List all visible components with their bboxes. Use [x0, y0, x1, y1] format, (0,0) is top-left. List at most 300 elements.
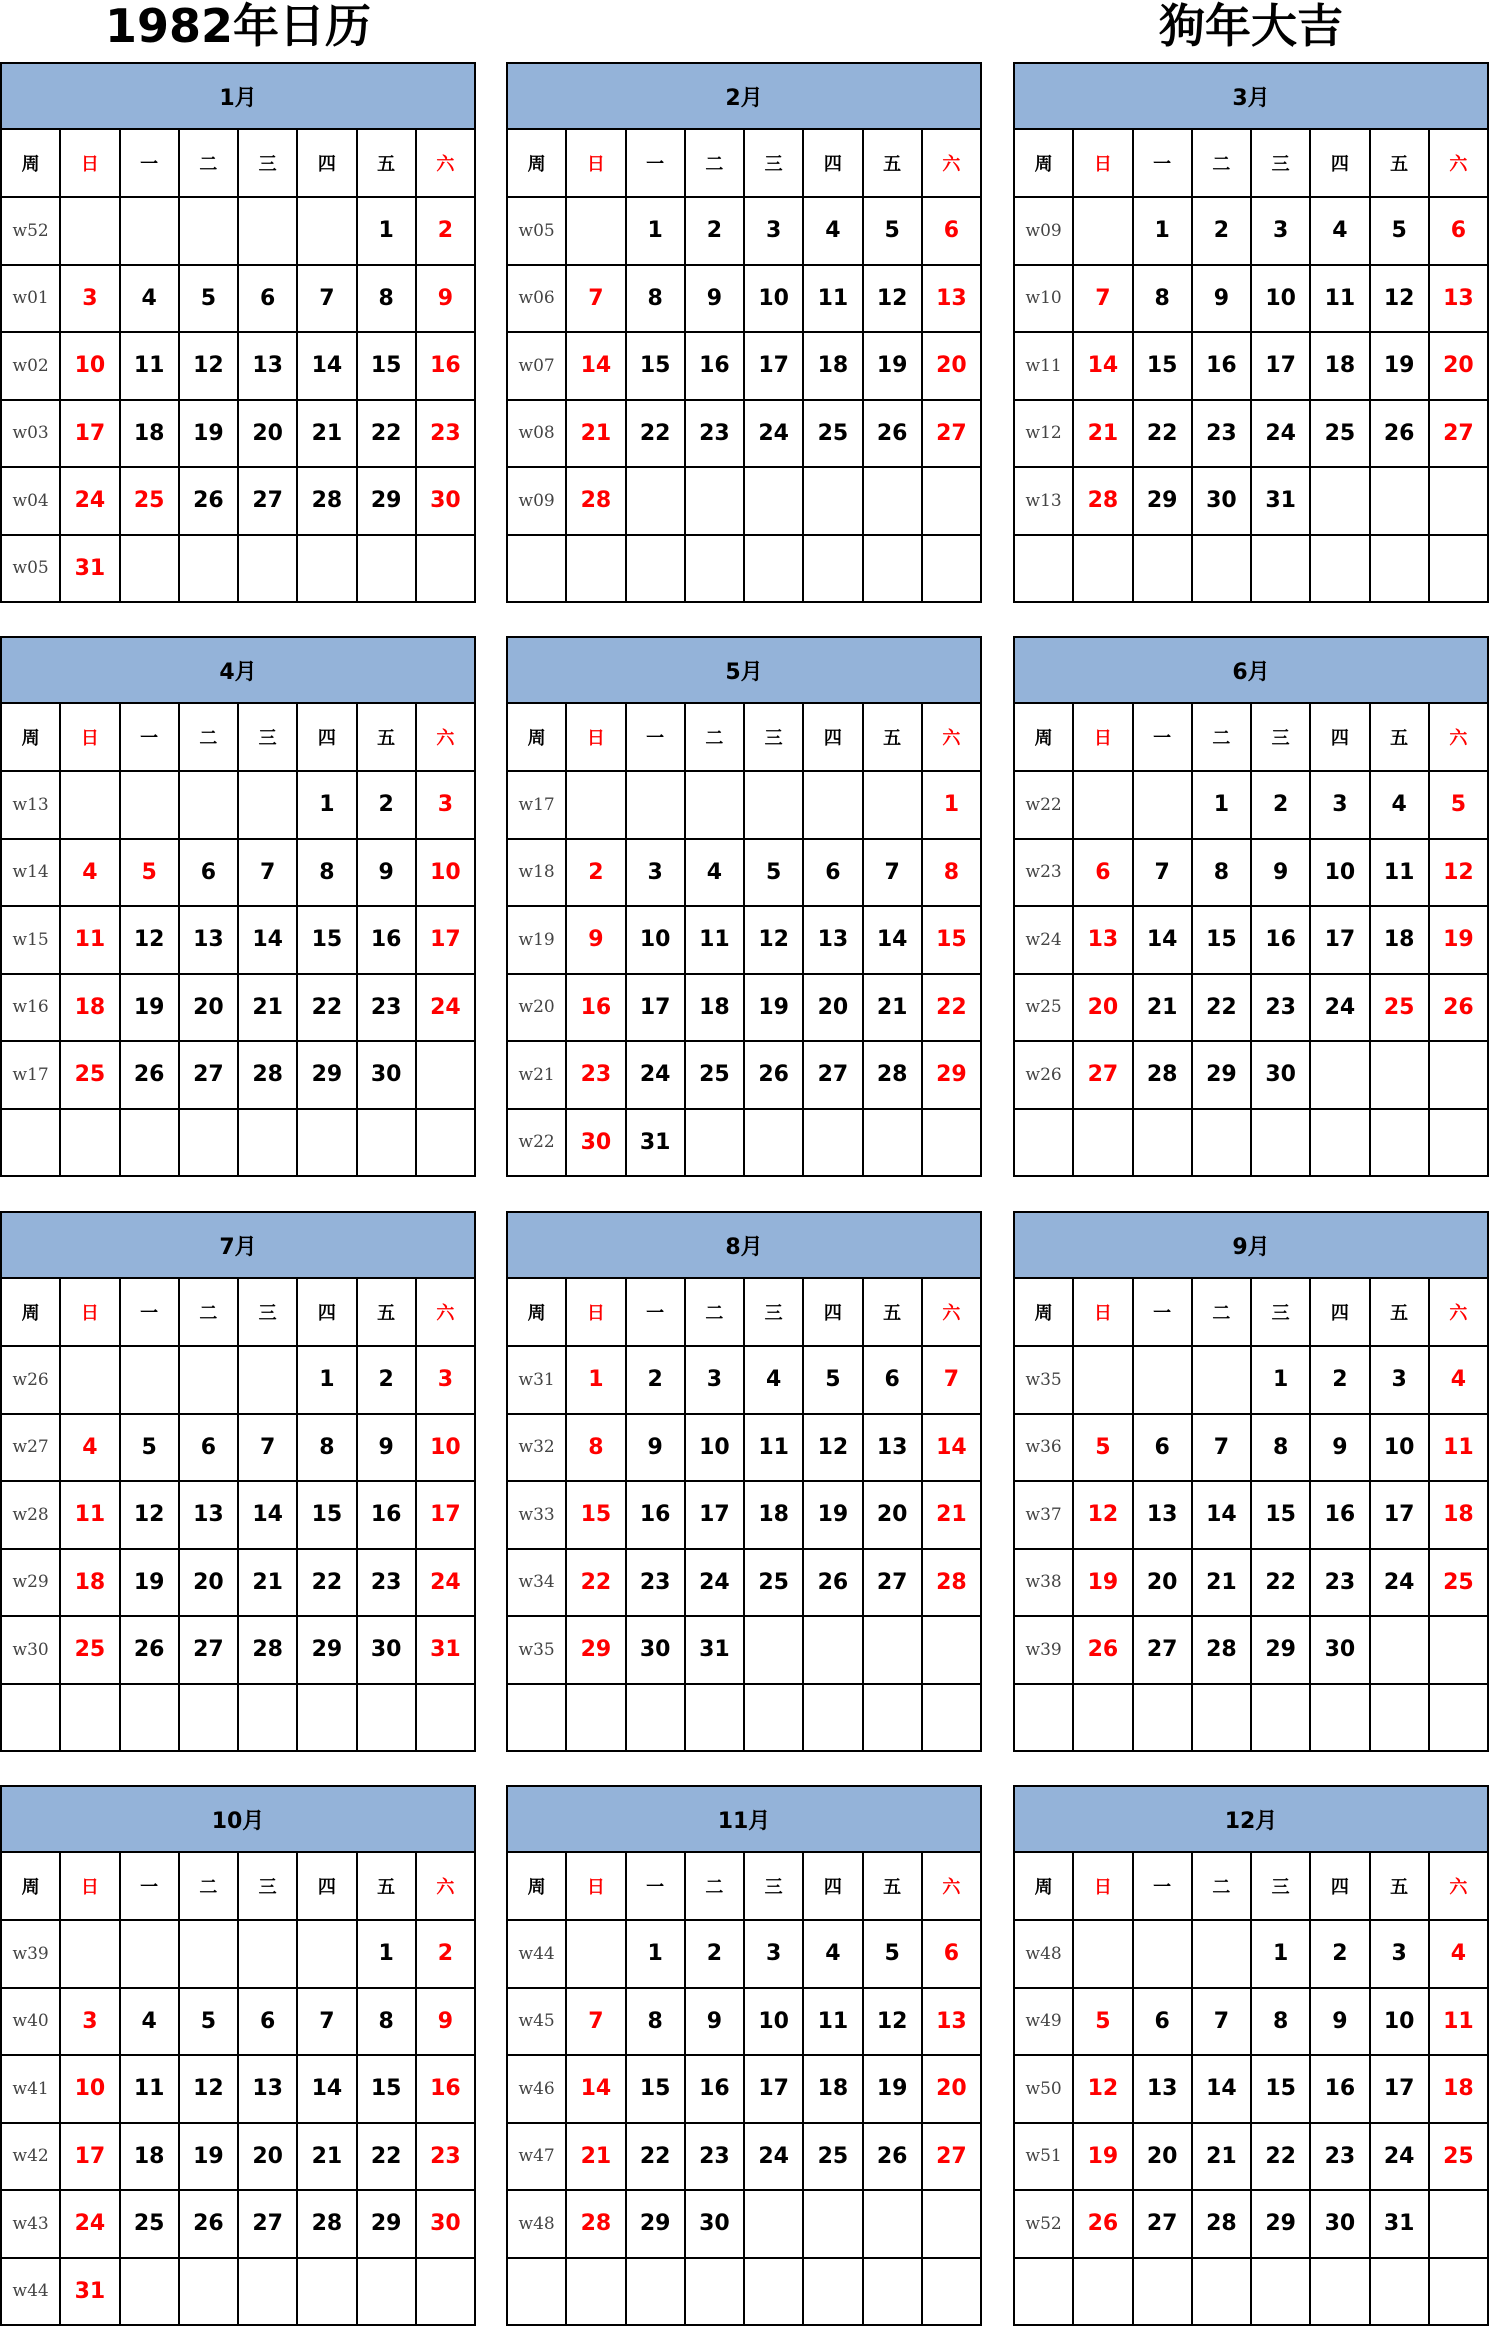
day-cell — [121, 198, 180, 266]
day-cell — [1311, 1042, 1370, 1110]
day-cell — [298, 536, 357, 604]
weekday-header: 五 — [358, 1853, 417, 1921]
day-cell: 5 — [1074, 1989, 1133, 2057]
day-cell — [1371, 1110, 1430, 1178]
day-cell: 2 — [417, 1921, 476, 1989]
day-cell — [180, 536, 239, 604]
day-cell — [1371, 536, 1430, 604]
day-cell: 1 — [627, 1921, 686, 1989]
weekday-header: 四 — [804, 1853, 863, 1921]
day-cell: 4 — [745, 1347, 804, 1415]
day-cell: 15 — [358, 2056, 417, 2124]
day-cell: 25 — [745, 1550, 804, 1618]
day-cell: 29 — [298, 1042, 357, 1110]
day-cell: 19 — [1430, 907, 1489, 975]
day-cell: 20 — [239, 2124, 298, 2192]
day-cell: 15 — [627, 2056, 686, 2124]
day-cell: 25 — [121, 2191, 180, 2259]
day-cell: 4 — [804, 198, 863, 266]
day-cell — [121, 1347, 180, 1415]
day-cell: 5 — [864, 1921, 923, 1989]
day-cell — [804, 1110, 863, 1178]
day-cell: 15 — [298, 907, 357, 975]
day-cell: 21 — [298, 401, 357, 469]
day-cell — [121, 2259, 180, 2327]
day-cell — [1311, 536, 1370, 604]
day-cell: 26 — [745, 1042, 804, 1110]
day-cell: 14 — [298, 2056, 357, 2124]
day-cell: 23 — [1311, 2124, 1370, 2192]
day-cell: 28 — [923, 1550, 982, 1618]
day-cell — [1430, 1042, 1489, 1110]
day-cell — [864, 536, 923, 604]
day-cell: 22 — [1193, 975, 1252, 1043]
day-cell: 27 — [1430, 401, 1489, 469]
day-cell — [864, 1685, 923, 1753]
week-number: w25 — [1015, 975, 1074, 1043]
day-cell: 22 — [627, 401, 686, 469]
day-cell: 5 — [864, 198, 923, 266]
day-cell: 2 — [627, 1347, 686, 1415]
day-cell — [298, 198, 357, 266]
day-cell — [1311, 468, 1370, 536]
weekday-header: 日 — [61, 1853, 120, 1921]
day-cell — [923, 1617, 982, 1685]
day-cell — [239, 1921, 298, 1989]
weekday-header: 日 — [61, 130, 120, 198]
day-cell — [745, 468, 804, 536]
day-cell: 5 — [121, 1415, 180, 1483]
week-number: w44 — [508, 1921, 567, 1989]
day-cell: 2 — [686, 1921, 745, 1989]
month-header: 11月 — [508, 1787, 982, 1853]
day-cell: 13 — [864, 1415, 923, 1483]
day-cell: 1 — [1252, 1921, 1311, 1989]
day-cell: 13 — [1074, 907, 1133, 975]
day-cell: 26 — [121, 1617, 180, 1685]
day-cell: 14 — [567, 2056, 626, 2124]
day-cell: 2 — [358, 1347, 417, 1415]
day-cell: 16 — [686, 2056, 745, 2124]
weekday-header: 二 — [686, 704, 745, 772]
day-cell: 8 — [1193, 840, 1252, 908]
day-cell — [567, 536, 626, 604]
week-number: w50 — [1015, 2056, 1074, 2124]
day-cell: 8 — [1134, 266, 1193, 334]
day-cell: 2 — [686, 198, 745, 266]
day-cell: 27 — [923, 401, 982, 469]
day-cell: 17 — [61, 2124, 120, 2192]
day-cell — [1430, 1685, 1489, 1753]
month-header: 9月 — [1015, 1213, 1489, 1279]
day-cell: 26 — [1074, 1617, 1133, 1685]
day-cell — [417, 1110, 476, 1178]
weekday-header: 六 — [417, 1853, 476, 1921]
day-cell — [686, 536, 745, 604]
day-cell: 2 — [1311, 1347, 1370, 1415]
day-cell — [923, 468, 982, 536]
day-cell: 9 — [358, 840, 417, 908]
day-cell: 20 — [180, 1550, 239, 1618]
day-cell — [180, 2259, 239, 2327]
month-calendar — [506, 636, 982, 1177]
week-number: w35 — [1015, 1347, 1074, 1415]
day-cell — [923, 536, 982, 604]
weekday-header: 四 — [1311, 1853, 1370, 1921]
week-number: w28 — [2, 1482, 61, 1550]
day-cell — [1193, 1110, 1252, 1178]
day-cell: 12 — [180, 2056, 239, 2124]
week-number: w05 — [508, 198, 567, 266]
week-number: w44 — [2, 2259, 61, 2327]
weekday-header: 三 — [239, 130, 298, 198]
day-cell: 31 — [1252, 468, 1311, 536]
day-cell: 28 — [298, 2191, 357, 2259]
day-cell: 22 — [567, 1550, 626, 1618]
weekday-header: 五 — [1371, 1279, 1430, 1347]
day-cell: 3 — [417, 772, 476, 840]
weekday-header: 二 — [180, 130, 239, 198]
day-cell: 18 — [745, 1482, 804, 1550]
day-cell: 29 — [1252, 1617, 1311, 1685]
month-calendar — [1013, 1211, 1489, 1752]
day-cell — [745, 2259, 804, 2327]
weekday-header: 日 — [61, 704, 120, 772]
weekday-header: 四 — [1311, 704, 1370, 772]
weekday-header: 一 — [627, 1853, 686, 1921]
week-number: w35 — [508, 1617, 567, 1685]
week-number: w47 — [508, 2124, 567, 2192]
day-cell: 29 — [1193, 1042, 1252, 1110]
day-cell: 30 — [417, 2191, 476, 2259]
day-cell: 26 — [121, 1042, 180, 1110]
week-number — [1015, 2259, 1074, 2327]
day-cell — [1074, 2259, 1133, 2327]
day-cell: 7 — [1074, 266, 1133, 334]
weekday-header: 五 — [864, 1279, 923, 1347]
day-cell: 1 — [298, 1347, 357, 1415]
weekday-header: 周 — [1015, 130, 1074, 198]
week-number: w33 — [508, 1482, 567, 1550]
weekday-header: 六 — [1430, 704, 1489, 772]
day-cell — [358, 2259, 417, 2327]
day-cell: 3 — [1311, 772, 1370, 840]
day-cell — [239, 198, 298, 266]
day-cell: 12 — [121, 1482, 180, 1550]
weekday-header: 周 — [508, 1279, 567, 1347]
day-cell: 18 — [61, 975, 120, 1043]
day-cell — [1371, 1617, 1430, 1685]
weekday-header: 六 — [417, 704, 476, 772]
day-cell: 7 — [298, 1989, 357, 2057]
day-cell: 26 — [804, 1550, 863, 1618]
day-cell: 3 — [745, 198, 804, 266]
day-cell: 11 — [1371, 840, 1430, 908]
day-cell — [1252, 2259, 1311, 2327]
day-cell: 10 — [1311, 840, 1370, 908]
week-number: w26 — [2, 1347, 61, 1415]
weekday-header: 周 — [1015, 1279, 1074, 1347]
day-cell: 15 — [1252, 1482, 1311, 1550]
day-cell: 2 — [1193, 198, 1252, 266]
day-cell — [923, 2191, 982, 2259]
day-cell: 27 — [1134, 1617, 1193, 1685]
day-cell — [298, 1110, 357, 1178]
day-cell: 6 — [923, 1921, 982, 1989]
day-cell: 23 — [1252, 975, 1311, 1043]
day-cell: 30 — [1193, 468, 1252, 536]
week-number: w24 — [1015, 907, 1074, 975]
day-cell — [745, 1110, 804, 1178]
day-cell: 3 — [745, 1921, 804, 1989]
week-number: w48 — [1015, 1921, 1074, 1989]
day-cell — [61, 198, 120, 266]
day-cell: 17 — [1371, 2056, 1430, 2124]
weekday-header: 日 — [567, 1279, 626, 1347]
day-cell: 21 — [1193, 1550, 1252, 1618]
day-cell — [358, 1685, 417, 1753]
day-cell — [1371, 1685, 1430, 1753]
weekday-header: 二 — [686, 1279, 745, 1347]
weekday-header: 四 — [804, 1279, 863, 1347]
day-cell: 15 — [567, 1482, 626, 1550]
weekday-header: 五 — [358, 1279, 417, 1347]
week-number — [1015, 536, 1074, 604]
day-cell: 8 — [298, 1415, 357, 1483]
day-cell: 22 — [358, 2124, 417, 2192]
day-cell: 1 — [1252, 1347, 1311, 1415]
day-cell: 29 — [1252, 2191, 1311, 2259]
week-number: w08 — [508, 401, 567, 469]
day-cell — [358, 536, 417, 604]
day-cell: 4 — [1430, 1921, 1489, 1989]
day-cell: 17 — [1311, 907, 1370, 975]
weekday-header: 三 — [239, 1279, 298, 1347]
week-number: w02 — [2, 333, 61, 401]
day-cell: 6 — [239, 266, 298, 334]
month-header: 10月 — [2, 1787, 476, 1853]
day-cell — [864, 1110, 923, 1178]
day-cell: 31 — [686, 1617, 745, 1685]
calendar-subtitle: 狗年大吉 — [1159, 0, 1343, 53]
day-cell: 14 — [239, 1482, 298, 1550]
day-cell — [1430, 1617, 1489, 1685]
day-cell: 29 — [358, 2191, 417, 2259]
day-cell: 1 — [358, 1921, 417, 1989]
day-cell: 11 — [745, 1415, 804, 1483]
week-number: w29 — [2, 1550, 61, 1618]
day-cell — [1252, 536, 1311, 604]
day-cell: 21 — [864, 975, 923, 1043]
day-cell: 22 — [923, 975, 982, 1043]
day-cell — [567, 1921, 626, 1989]
week-number — [508, 2259, 567, 2327]
day-cell — [923, 2259, 982, 2327]
day-cell: 25 — [1371, 975, 1430, 1043]
day-cell: 29 — [358, 468, 417, 536]
week-number — [508, 536, 567, 604]
day-cell — [61, 1347, 120, 1415]
day-cell: 10 — [1371, 1415, 1430, 1483]
day-cell: 9 — [567, 907, 626, 975]
day-cell: 27 — [1074, 1042, 1133, 1110]
day-cell — [804, 536, 863, 604]
day-cell — [745, 1685, 804, 1753]
day-cell — [298, 1685, 357, 1753]
day-cell — [1074, 536, 1133, 604]
week-number: w15 — [2, 907, 61, 975]
week-number: w46 — [508, 2056, 567, 2124]
day-cell: 9 — [417, 266, 476, 334]
day-cell — [1134, 1685, 1193, 1753]
day-cell: 24 — [61, 2191, 120, 2259]
day-cell: 25 — [1430, 2124, 1489, 2192]
day-cell: 1 — [1134, 198, 1193, 266]
day-cell — [121, 1921, 180, 1989]
day-cell — [121, 1110, 180, 1178]
day-cell — [1311, 2259, 1370, 2327]
day-cell: 4 — [1430, 1347, 1489, 1415]
week-number: w04 — [2, 468, 61, 536]
day-cell: 3 — [61, 1989, 120, 2057]
week-number: w17 — [2, 1042, 61, 1110]
week-number: w09 — [508, 468, 567, 536]
weekday-header: 一 — [1134, 1279, 1193, 1347]
day-cell — [1134, 772, 1193, 840]
day-cell: 6 — [864, 1347, 923, 1415]
month-calendar — [0, 636, 476, 1177]
day-cell: 3 — [61, 266, 120, 334]
day-cell: 31 — [627, 1110, 686, 1178]
day-cell — [358, 1110, 417, 1178]
day-cell: 28 — [567, 2191, 626, 2259]
week-number: w45 — [508, 1989, 567, 2057]
day-cell: 24 — [1371, 2124, 1430, 2192]
day-cell: 6 — [1074, 840, 1133, 908]
week-number: w05 — [2, 536, 61, 604]
day-cell — [1074, 1685, 1133, 1753]
month-calendar — [1013, 1785, 1489, 2326]
day-cell: 16 — [1193, 333, 1252, 401]
day-cell: 6 — [1430, 198, 1489, 266]
week-number: w32 — [508, 1415, 567, 1483]
weekday-header: 六 — [923, 1853, 982, 1921]
day-cell: 17 — [627, 975, 686, 1043]
day-cell: 15 — [358, 333, 417, 401]
day-cell: 20 — [804, 975, 863, 1043]
day-cell: 30 — [686, 2191, 745, 2259]
weekday-header: 周 — [508, 1853, 567, 1921]
weekday-header: 三 — [745, 130, 804, 198]
day-cell: 6 — [180, 1415, 239, 1483]
day-cell: 4 — [61, 840, 120, 908]
day-cell: 21 — [1193, 2124, 1252, 2192]
month-calendar — [1013, 636, 1489, 1177]
day-cell — [745, 536, 804, 604]
week-number: w40 — [2, 1989, 61, 2057]
day-cell: 11 — [61, 1482, 120, 1550]
day-cell: 5 — [804, 1347, 863, 1415]
weekday-header: 二 — [180, 704, 239, 772]
day-cell: 19 — [864, 2056, 923, 2124]
week-number: w36 — [1015, 1415, 1074, 1483]
day-cell: 28 — [239, 1042, 298, 1110]
day-cell: 15 — [1252, 2056, 1311, 2124]
day-cell: 17 — [745, 333, 804, 401]
day-cell: 7 — [1193, 1415, 1252, 1483]
weekday-header: 六 — [1430, 1853, 1489, 1921]
day-cell: 19 — [804, 1482, 863, 1550]
day-cell: 11 — [121, 2056, 180, 2124]
day-cell — [1134, 1110, 1193, 1178]
day-cell: 31 — [417, 1617, 476, 1685]
day-cell: 11 — [1430, 1415, 1489, 1483]
day-cell: 23 — [417, 2124, 476, 2192]
day-cell: 1 — [298, 772, 357, 840]
day-cell — [686, 2259, 745, 2327]
day-cell: 22 — [1134, 401, 1193, 469]
day-cell: 24 — [745, 2124, 804, 2192]
day-cell: 19 — [121, 975, 180, 1043]
weekday-header: 周 — [508, 704, 567, 772]
day-cell: 28 — [1193, 1617, 1252, 1685]
day-cell — [1430, 468, 1489, 536]
week-number: w41 — [2, 2056, 61, 2124]
day-cell — [61, 1110, 120, 1178]
day-cell: 17 — [61, 401, 120, 469]
week-number: w03 — [2, 401, 61, 469]
weekday-header: 一 — [1134, 130, 1193, 198]
day-cell: 1 — [358, 198, 417, 266]
day-cell: 3 — [1371, 1921, 1430, 1989]
day-cell — [417, 1685, 476, 1753]
day-cell: 9 — [358, 1415, 417, 1483]
weekday-header: 周 — [2, 1279, 61, 1347]
week-number: w13 — [1015, 468, 1074, 536]
day-cell — [1134, 1347, 1193, 1415]
day-cell: 7 — [298, 266, 357, 334]
day-cell: 2 — [358, 772, 417, 840]
day-cell: 2 — [567, 840, 626, 908]
day-cell — [627, 536, 686, 604]
day-cell — [745, 1617, 804, 1685]
day-cell: 27 — [923, 2124, 982, 2192]
day-cell — [567, 198, 626, 266]
day-cell: 18 — [804, 333, 863, 401]
day-cell: 24 — [1252, 401, 1311, 469]
day-cell: 18 — [1371, 907, 1430, 975]
day-cell: 12 — [1074, 2056, 1133, 2124]
day-cell: 24 — [1311, 975, 1370, 1043]
day-cell — [567, 1685, 626, 1753]
day-cell: 10 — [686, 1415, 745, 1483]
month-calendar — [506, 1211, 982, 1752]
day-cell: 27 — [239, 2191, 298, 2259]
day-cell — [61, 1685, 120, 1753]
day-cell: 6 — [804, 840, 863, 908]
day-cell: 20 — [1134, 2124, 1193, 2192]
weekday-header: 二 — [1193, 1853, 1252, 1921]
month-calendar — [506, 1785, 982, 2326]
week-number: w39 — [2, 1921, 61, 1989]
day-cell — [1430, 536, 1489, 604]
day-cell — [417, 536, 476, 604]
day-cell: 13 — [923, 1989, 982, 2057]
weekday-header: 五 — [864, 130, 923, 198]
day-cell: 23 — [627, 1550, 686, 1618]
day-cell — [804, 772, 863, 840]
day-cell: 19 — [864, 333, 923, 401]
